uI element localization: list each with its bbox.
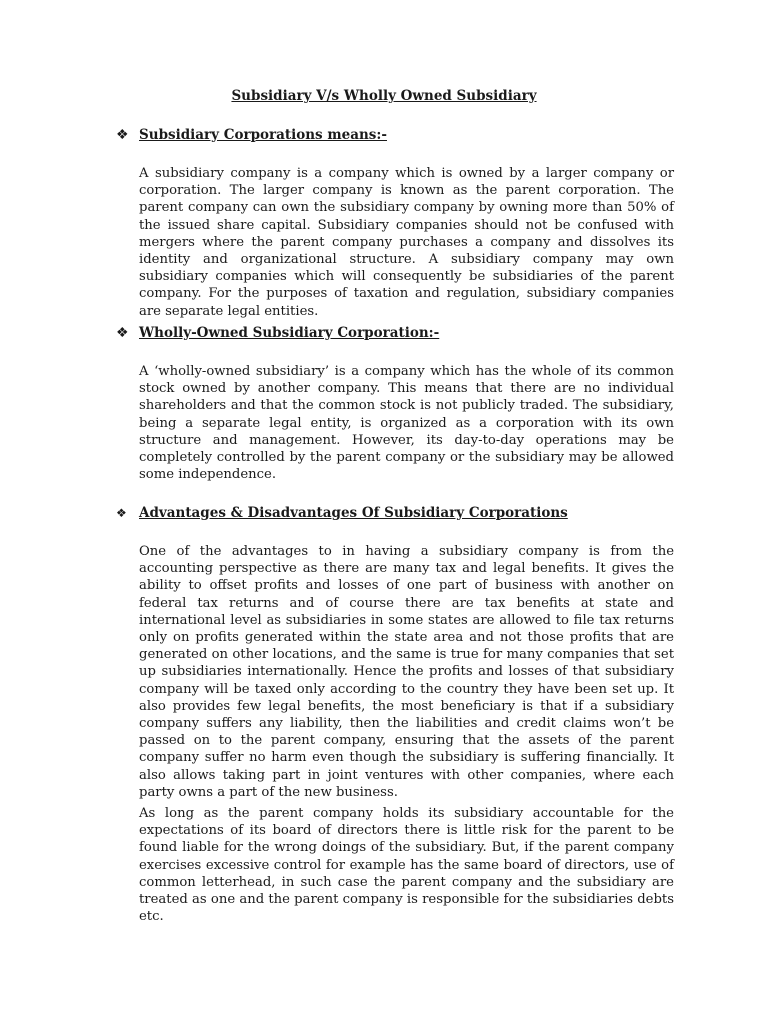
- diamond-bullet-icon: ❖: [116, 506, 127, 520]
- paragraph-wholly-owned-definition: A ‘wholly-owned subsidiary’ is a company which has the whole of its common stock owned by another company. This means that there are no individual shareholders and that the common stock is not publicly traded. The subsidiary, being a separate legal entity, is organized as a corporation with its own structure and management. However, its day-to-day operations may be completely controlled by the parent company or the subsidiary may be allowed some independence.: [139, 364, 674, 483]
- paragraph-subsidiary-definition: A subsidiary company is a company which is owned by a larger company or corporation. The larger company is known as the parent corporation. The parent company can own the subsidiary company by owning more than 50% of the issued share capital. Subsidiary companies should not be confused with mergers where the parent company purchases a company and dissolves its identity and organizational structure. A subsidiary company may own subsidiary companies which will consequently be subsidiaries of the parent company. For the purposes of taxation and regulation, subsidiary companies are separate legal entities.: [139, 166, 674, 319]
- section-heading-text: Wholly-Owned Subsidiary Corporation:-: [139, 325, 440, 341]
- document-title: Subsidiary V/s Wholly Owned Subsidiary: [231, 88, 537, 104]
- paragraph-advantages: One of the advantages to in having a subsidiary company is from the accounting perspective as there are many tax and legal benefits. It gives the ability to offset profits and losses of one part of business with another on federal tax returns and of course there are tax benefits at state and international level as subsidiaries in some states are allowed to file tax returns only on profits generated within the state area and not those profits that are generated on other locations, and the same is true for many companies that set up subsidiaries internationally. Hence the profits and losses of that subsidiary company will be taxed only according to the country they have been set up. It also provides few legal benefits, the most beneficiary is that if a subsidiary company suffers any liability, then the liabilities and credit claims won’t be passed on to the parent company, ensuring that the assets of the parent company suffer no harm even though the subsidiary is suffering financially. It also allows taking part in joint ventures with other companies, where each party owns a part of the new business.: [139, 544, 674, 800]
- section-heading-advantages: [116, 504, 568, 522]
- diamond-bullet-icon: ❖: [116, 325, 129, 341]
- section-heading-text: Subsidiary Corporations means:-: [139, 127, 387, 143]
- paragraph-liability-risk: As long as the parent company holds its subsidiary accountable for the expectations of its board of directors there is little risk for the parent to be found liable for the wrong doings of the subsidiary. But, if the parent company exercises excessive control for example has the same board of directors, use of common letterhead, in such case the parent company and the subsidiary are treated as one and the parent company is responsible for the subsidiaries debts etc.: [139, 806, 674, 925]
- section-heading-subsidiary-corporations: [116, 126, 387, 144]
- diamond-bullet-icon: ❖: [116, 127, 129, 143]
- section-heading-text: Advantages & Disadvantages Of Subsidiary Corporations: [139, 505, 568, 521]
- section-heading-wholly-owned: [116, 324, 439, 342]
